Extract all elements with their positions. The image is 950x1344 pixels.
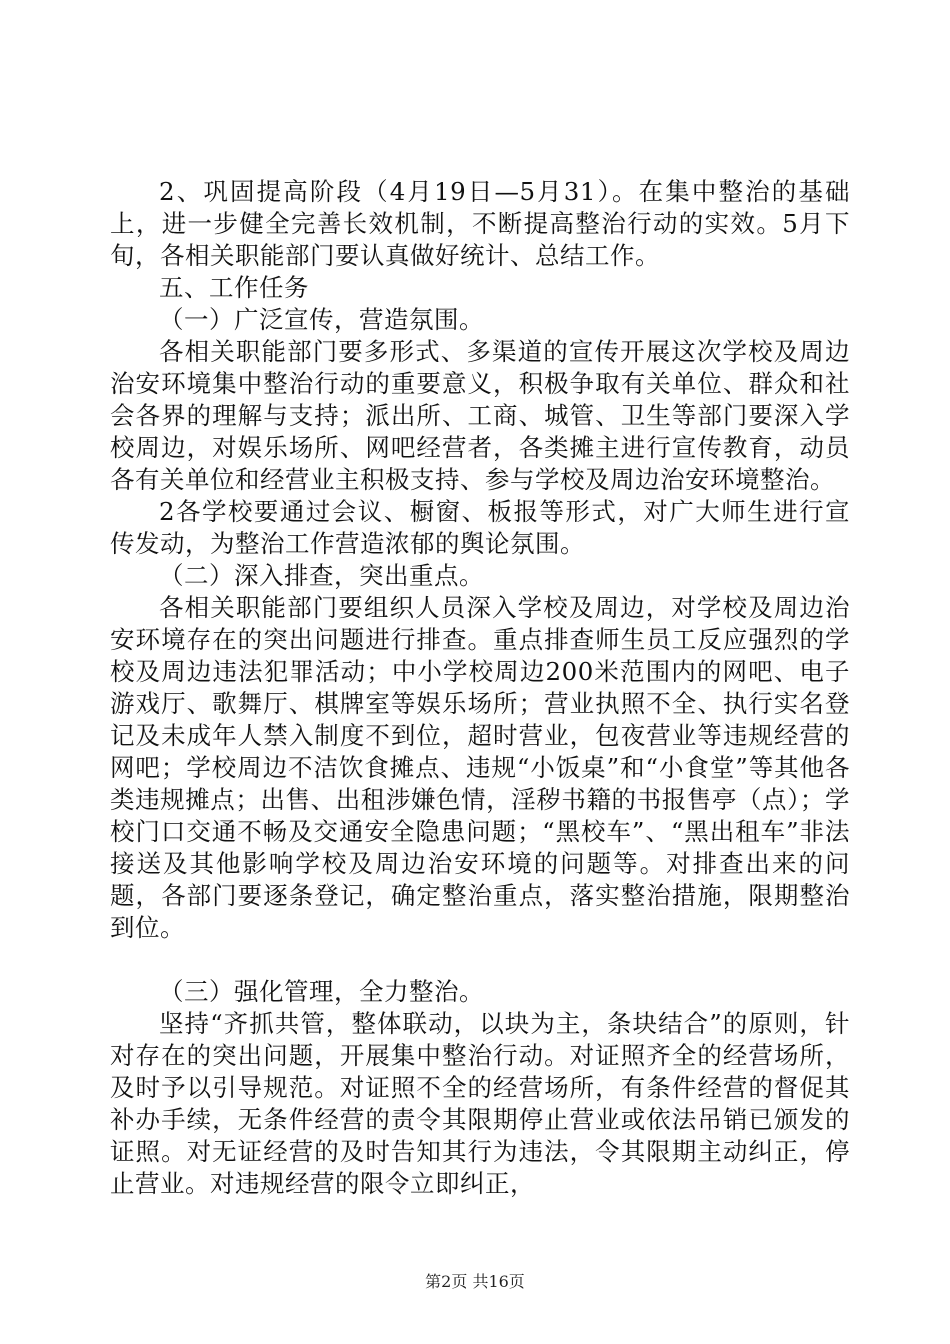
heading-work-tasks: 五、工作任务 bbox=[159, 273, 309, 302]
paragraph-investigation: 各相关职能部门要组织人员深入学校及周边，对学校及周边治安环境存在的突出问题进行排查。重点排查师生员工反应强烈的学校及周边违法犯罪活动；中小学校周边200米范围内的网吧、电子游戏厅、歌舞厅、棋牌室等娱乐场所；营业执照不全、执行实名登记及未成年人禁入制度不到位，超时营业，包夜营业等违规经营的网吧；学校周边不洁饮食摊点、违规“小饭桌”和“小食堂”等其他各类违规摊点；出售、出租涉嫌色情，淫秽书籍的书报售亭（点）；学校门口交通不畅及交通安全隐患问题；“黑校车”、“黑出租车”非法接送及其他影响学校及周边治安环境的问题等。对排查出来的问题，各部门要逐条登记，确定整治重点，落实整治措施，限期整治到位。 bbox=[110, 593, 850, 942]
paragraph-management: 坚持“齐抓共管，整体联动，以块为主，条块结合”的原则，针对存在的突出问题，开展集中整治行动。对证照齐全的经营场所，及时予以引导规范。对证照不全的经营场所，有条件经营的督促其补办手续，无条件经营的责令其限期停止营业或依法吊销已颁发的证照。对无证经营的及时告知其行为违法，令其限期主动纠正，停止营业。对违规经营的限令立即纠正， bbox=[110, 1009, 850, 1198]
paragraph-publicity: 各相关职能部门要多形式、多渠道的宣传开展这次学校及周边治安环境集中整治行动的重要意义，积极争取有关单位、群众和社会各界的理解与支持；派出所、工商、城管、卫生等部门要深入学校周边，对娱乐场所、网吧经营者，各类摊主进行宣传教育，动员各有关单位和经营业主积极支持、参与学校及周边治安环境整治。 bbox=[110, 337, 850, 494]
subheading-investigation: （二）深入排查，突出重点。 bbox=[159, 561, 484, 590]
page-footer: 第2页 共16页 bbox=[425, 1272, 525, 1291]
subheading-publicity: （一）广泛宣传，营造氛围。 bbox=[159, 305, 484, 334]
paragraph-school-publicity: 2各学校要通过会议、橱窗、板报等形式，对广大师生进行宣传发动，为整治工作营造浓郁的舆论氛围。 bbox=[110, 497, 850, 558]
subheading-management: （三）强化管理，全力整治。 bbox=[159, 977, 484, 1006]
paragraph-phase-two: 2、巩固提高阶段（4月19日—5月31）。在集中整治的基础上，进一步健全完善长效机制，不断提高整治行动的实效。5月下旬，各相关职能部门要认真做好统计、总结工作。 bbox=[110, 177, 850, 270]
document-body bbox=[110, 176, 850, 1200]
